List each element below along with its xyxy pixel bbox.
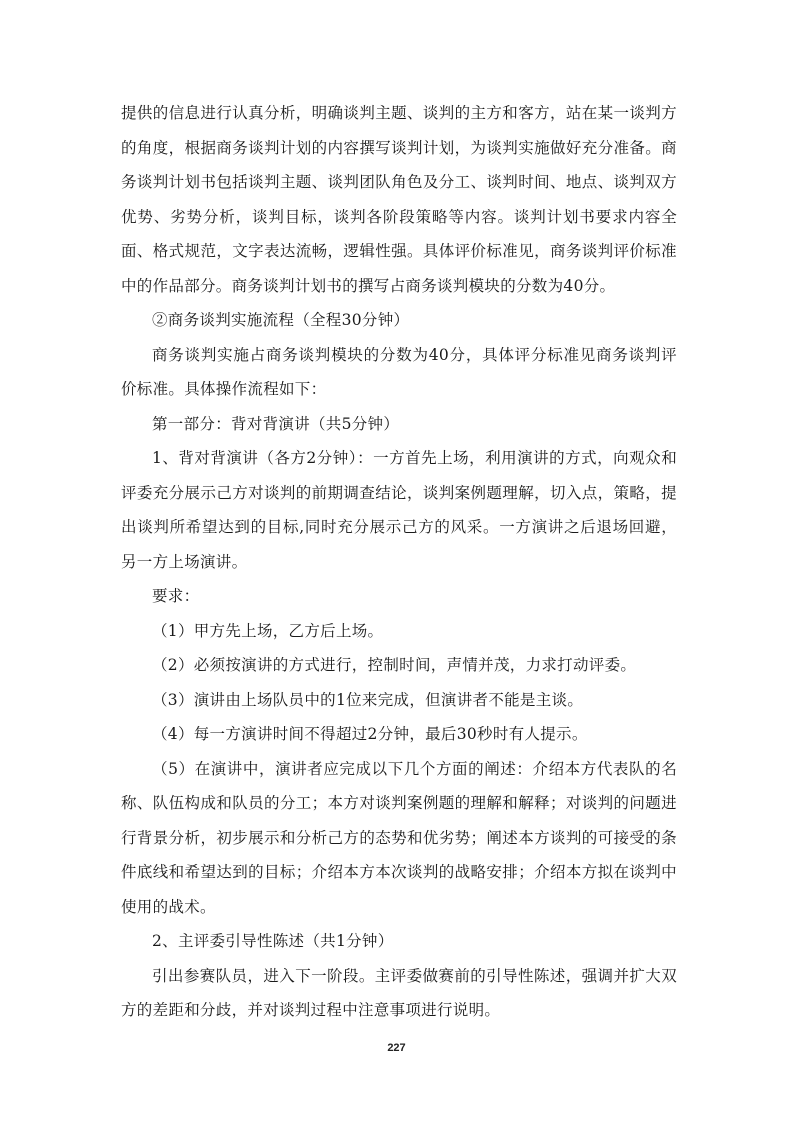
paragraph-10: （4）每一方演讲时间不得超过2分钟，最后30秒时有人提示。	[152, 725, 588, 743]
paragraph-11: （5）在演讲中，演讲者应完成以下几个方面的阐述：介绍本方代表队的名称、队伍构成和队员的分工；本方对谈判案例题的理解和解释；对谈判的问题进行背景分析，初步展示和分析己方的态势和优劣势；阐述本方谈判的可接受的条件底线和希望达到的目标；介绍本方本次谈判的战略安排；介绍本方拟在谈判中使用的战术。	[121, 759, 677, 916]
body-text	[121, 96, 677, 1028]
paragraph-5: 1、背对背演讲（各方2分钟）：一方首先上场，利用演讲的方式，向观众和评委充分展示己方对谈判的前期调查结论，谈判案例题理解，切入点，策略，提出谈判所希望达到的目标,同时充分展示己方的风采。一方演讲之后退场回避，另一方上场演讲。	[121, 449, 677, 571]
paragraph-9: （3）演讲由上场队员中的1位来完成，但演讲者不能是主谈。	[152, 690, 584, 709]
paragraph-12: 2、主评委引导性陈述（共1分钟）	[152, 932, 394, 950]
paragraph-6: 要求：	[152, 587, 200, 605]
paragraph-4: 第一部分：背对背演讲（共5分钟）	[152, 414, 400, 433]
paragraph-8: （2）必须按演讲的方式进行，控制时间，声情并茂，力求打动评委。	[152, 656, 637, 674]
paragraph-2: ②商务谈判实施流程（全程30分钟）	[152, 311, 410, 329]
paragraph-13: 引出参赛队员，进入下一阶段。主评委做赛前的引导性陈述，强调并扩大双方的差距和分歧，并对谈判过程中注意事项进行说明。	[121, 966, 677, 1019]
paragraph-7: （1）甲方先上场，乙方后上场。	[152, 621, 384, 640]
page-number: 227	[387, 1042, 406, 1054]
paragraph-1: 提供的信息进行认真分析，明确谈判主题、谈判的主方和客方，站在某一谈判方的角度，根据商务谈判计划的内容撰写谈判计划，为谈判实施做好充分准备。商务谈判计划书包括谈判主题、谈判团队角色及分工、谈判时间、地点、谈判双方优势、劣势分析，谈判目标，谈判各阶段策略等内容。谈判计划书要求内容全面、格式规范，文字表达流畅，逻辑性强。具体评价标准见，商务谈判评价标准中的作品部分。商务谈判计划书的撰写占商务谈判模块的分数为40分。	[121, 104, 677, 295]
paragraph-3: 商务谈判实施占商务谈判模块的分数为40分，具体评分标准见商务谈判评价标准。具体操作流程如下：	[121, 345, 677, 398]
